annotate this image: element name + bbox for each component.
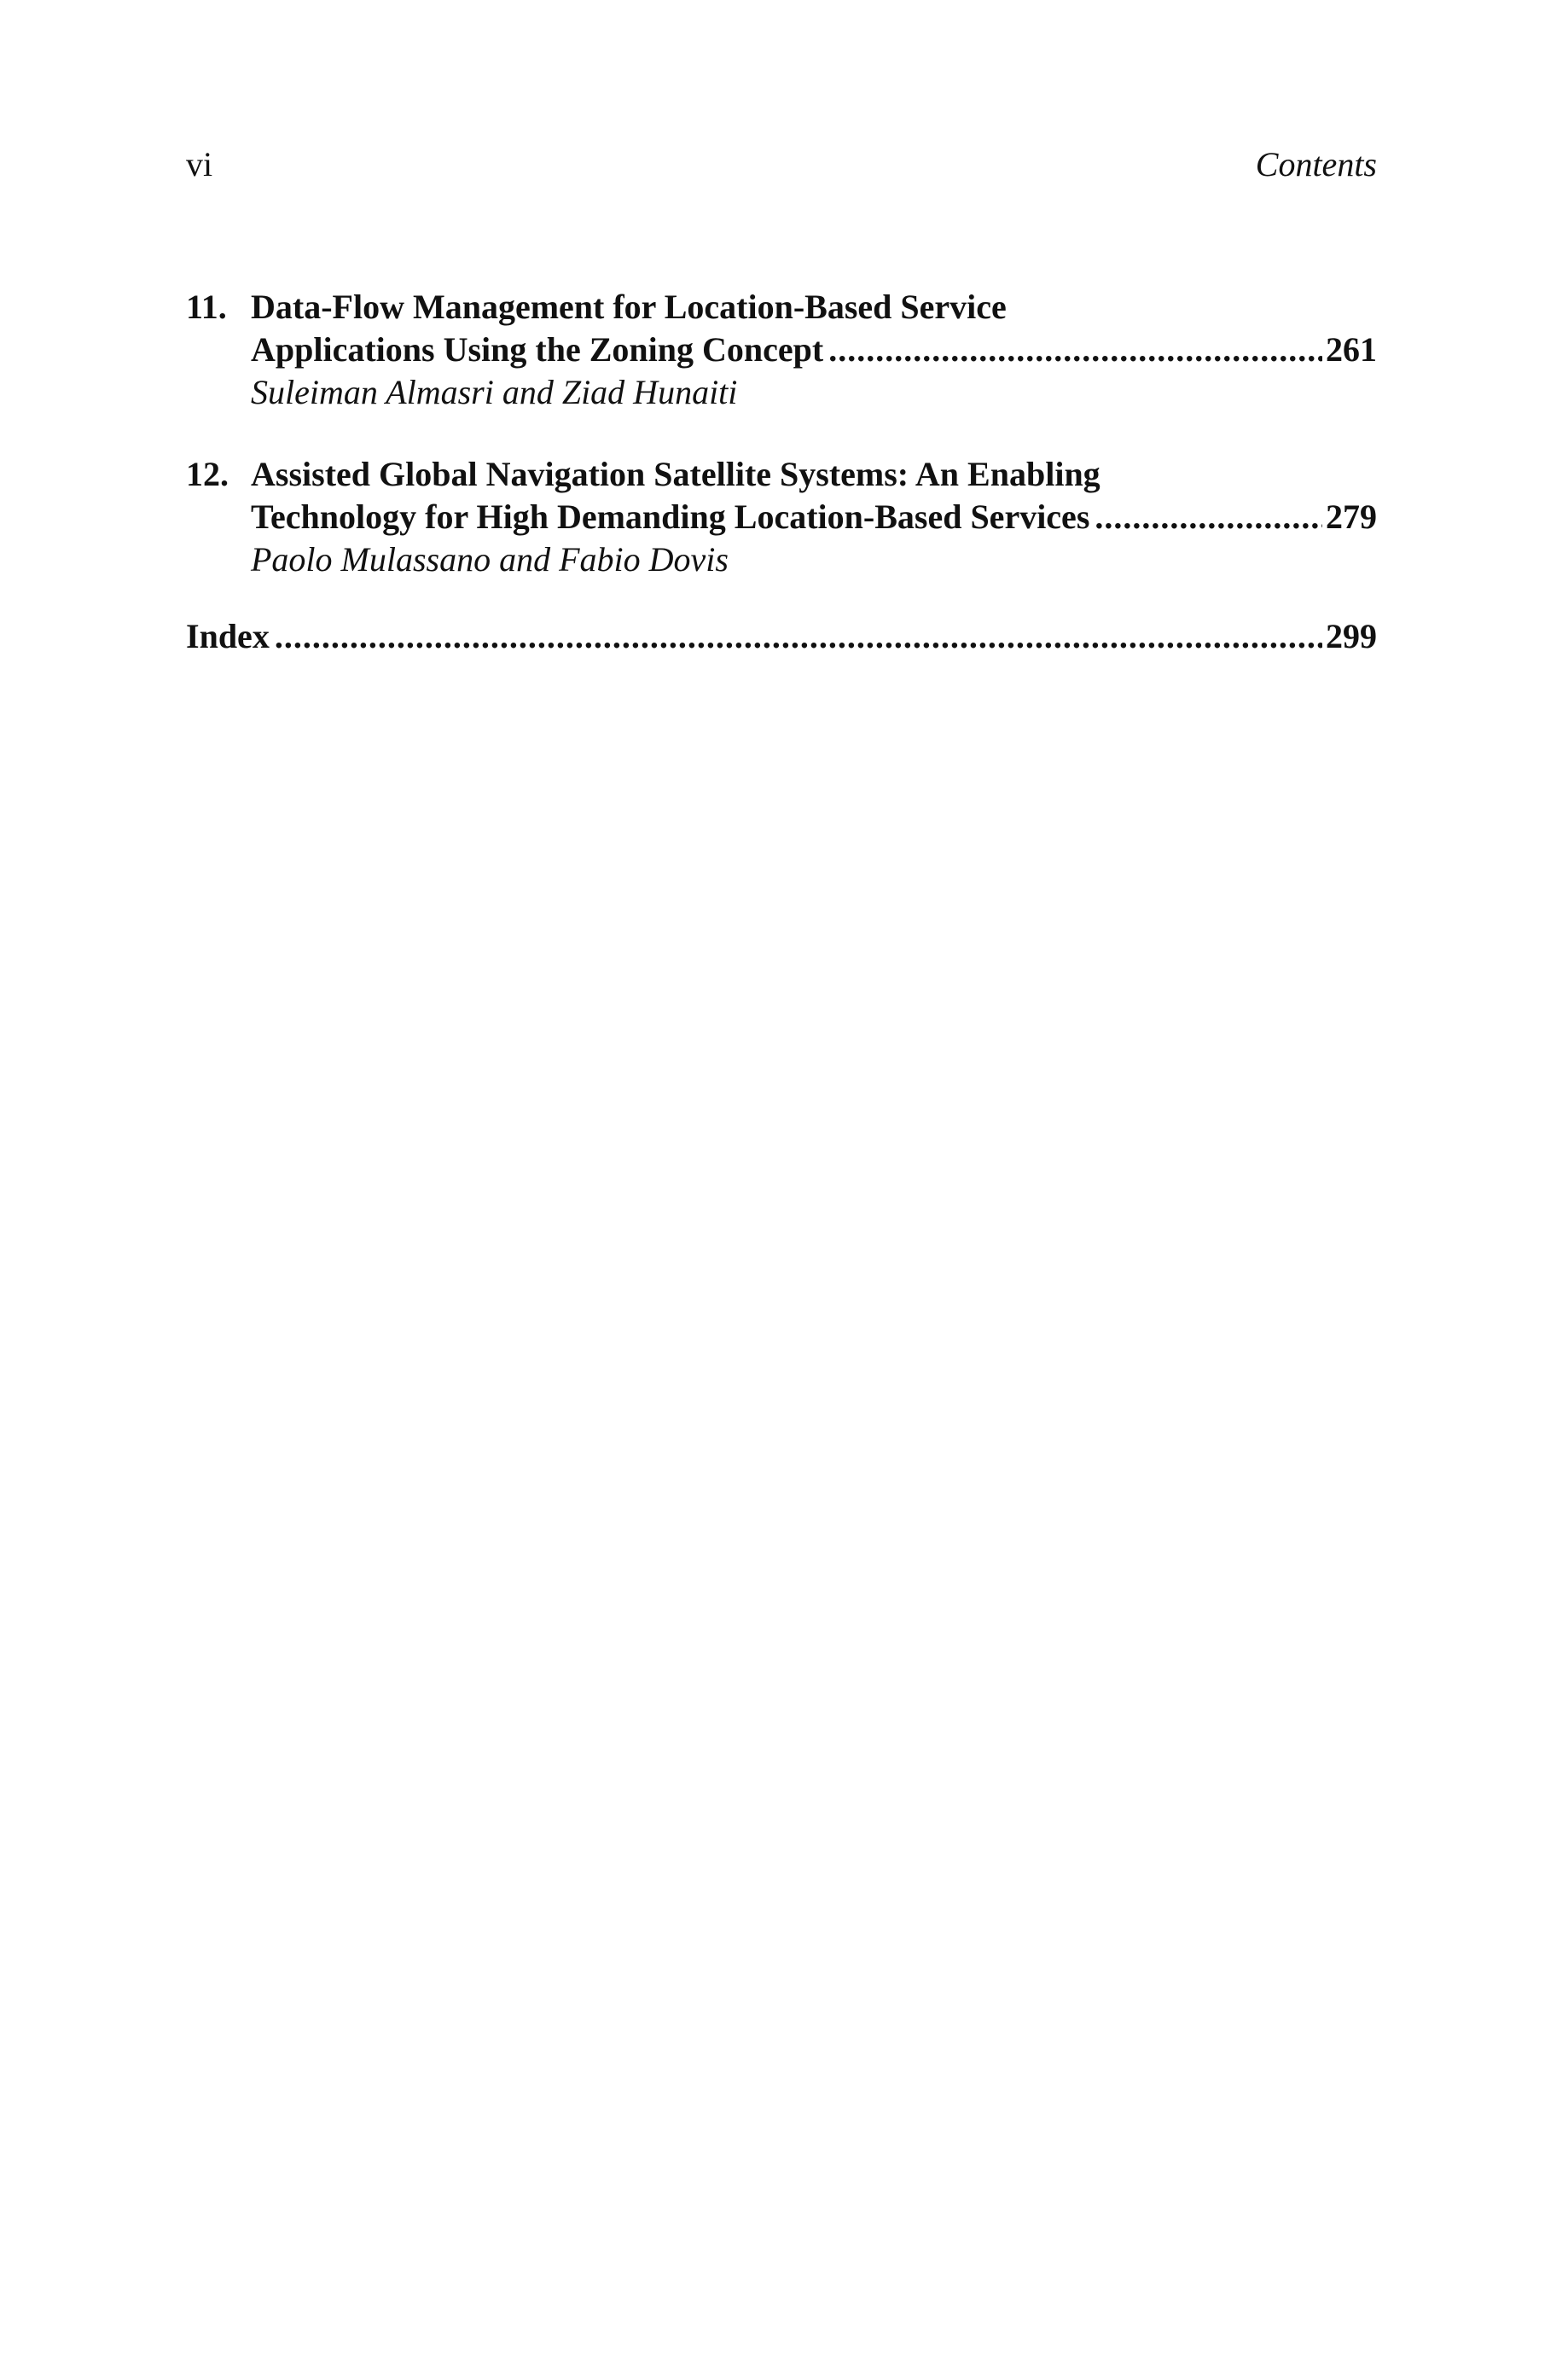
index-page-number: 299 [1326,617,1377,655]
toc-entry-index[interactable] [186,615,1377,658]
chapter-number: 12. [186,455,229,493]
running-section-title: Contents [1255,145,1377,183]
table-of-contents [186,286,1377,658]
chapter-title-leader-line [251,329,1377,371]
index-label: Index [186,617,270,655]
chapter-title-leader-line [251,496,1377,538]
chapter-authors: Suleiman Almasri and Ziad Hunaiti [251,373,738,411]
chapter-number: 11. [186,288,227,326]
page-folio: vi [186,145,213,183]
dot-leader [275,615,1322,658]
chapter-page-number: 279 [1326,497,1377,536]
toc-entry-chapter-12[interactable] [186,453,1377,581]
chapter-title-line-2: Applications Using the Zoning Concept [251,330,824,369]
toc-entry-chapter-11[interactable] [186,286,1377,414]
chapter-page-number: 261 [1326,330,1377,369]
chapter-authors: Paolo Mulassano and Fabio Dovis [251,540,729,579]
chapter-title-line-1: Data-Flow Management for Location-Based Service [251,288,1007,326]
running-head [186,143,1377,186]
dot-leader [828,329,1322,371]
chapter-title-line-1: Assisted Global Navigation Satellite Systems: An Enabling [251,455,1101,493]
dot-leader [1095,496,1322,538]
chapter-title-line-2: Technology for High Demanding Location-Based Services [251,497,1090,536]
